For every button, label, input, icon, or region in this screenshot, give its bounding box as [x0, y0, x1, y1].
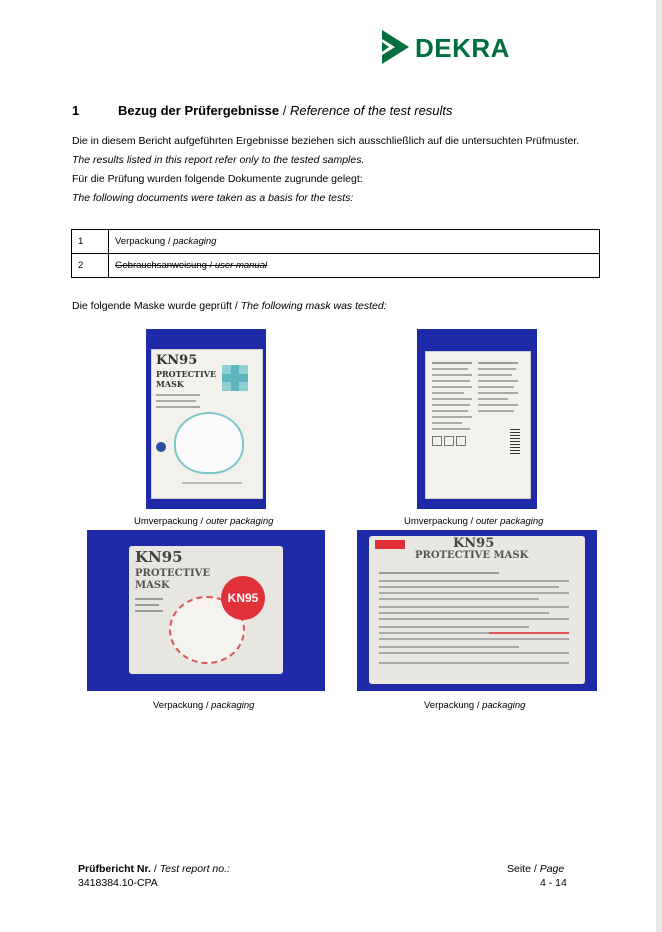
- table-row: [72, 254, 600, 278]
- logo-text: DEKRA: [415, 33, 510, 63]
- doc-title-en: user manual: [214, 260, 268, 271]
- print-protective-mask: PROTECTIVE MASK: [415, 550, 529, 561]
- doc-title-de: Gebrauchsanweisung: [115, 260, 207, 271]
- badge-icon: [156, 442, 166, 452]
- photo-caption: Verpackung / packaging: [424, 700, 526, 711]
- print-protective: PROTECTIVE: [156, 369, 217, 379]
- print-kn95: KN95: [135, 548, 183, 566]
- mask-intro-de: Die folgende Maske wurde geprüft: [72, 300, 232, 312]
- print-mask: MASK: [156, 379, 184, 389]
- footer-report-number: 3418384.10-CPA: [78, 877, 158, 889]
- symbol-icon: [444, 436, 454, 446]
- mask-intro-en: The following mask was tested:: [240, 300, 387, 312]
- mask-illustration: [174, 412, 244, 474]
- page-label-en: Page: [539, 863, 565, 875]
- caption-en: packaging: [482, 700, 526, 711]
- caption-en: outer packaging: [205, 516, 274, 527]
- intro-line-3: Für die Prüfung wurden folgende Dokumente zugrunde gelegt:: [72, 173, 363, 185]
- section-title: [118, 103, 453, 118]
- intro-line-1: Die in diesem Bericht aufgeführten Ergebnisse beziehen sich ausschließlich auf die untersuchten Prüfmuster.: [72, 135, 580, 147]
- footer-page-number: 4 - 14: [540, 877, 567, 889]
- page-label-de: Seite: [507, 863, 531, 875]
- doc-title: Gebrauchsanweisung / user manual: [109, 254, 600, 278]
- print-protective: PROTECTIVE: [135, 568, 211, 579]
- doc-number: 2: [72, 254, 109, 278]
- report-label-en: Test report no.:: [159, 863, 230, 875]
- doc-title-en: packaging: [173, 236, 217, 247]
- table-row: [72, 230, 600, 254]
- intro-line-4: The following documents were taken as a basis for the tests:: [72, 192, 354, 204]
- footer-report-label: Prüfbericht Nr. / Test report no.:: [78, 863, 230, 875]
- section-title-de: Bezug der Prüfergebnisse: [118, 103, 280, 118]
- report-label-de: Prüfbericht Nr.: [78, 863, 151, 875]
- documents-table: [71, 229, 600, 278]
- footer-page-label: Seite / Page: [507, 863, 565, 875]
- photo-caption: Verpackung / packaging: [153, 700, 255, 711]
- symbol-icon: [456, 436, 466, 446]
- caption-en: packaging: [211, 700, 255, 711]
- photo-packaging-bag-1: [87, 530, 325, 691]
- caption-de: Verpackung: [153, 700, 204, 711]
- section-title-sep: /: [279, 103, 290, 118]
- photo-outer-packaging-back: [417, 329, 537, 509]
- caption-de: Verpackung: [424, 700, 475, 711]
- caption-en: outer packaging: [475, 516, 544, 527]
- dekra-logo-icon: [380, 30, 410, 64]
- red-label: [375, 540, 405, 549]
- photo-caption: Umverpackung / outer packaging: [404, 516, 544, 527]
- doc-title-de: Verpackung: [115, 236, 166, 247]
- caption-de: Umverpackung: [404, 516, 468, 527]
- cross-icon: [222, 365, 248, 391]
- intro-line-2: The results listed in this report refer only to the tested samples.: [72, 154, 365, 166]
- kn95-badge: KN95: [221, 576, 265, 620]
- dekra-logo: [380, 28, 510, 68]
- photo-packaging-bag-2: [357, 530, 597, 691]
- print-kn95: KN95: [453, 536, 495, 551]
- photo-caption: Umverpackung / outer packaging: [134, 516, 274, 527]
- section-title-en: Reference of the test results: [289, 103, 453, 118]
- print-kn95: KN95: [156, 353, 198, 368]
- print-mask: MASK: [135, 580, 170, 591]
- symbol-icon: [432, 436, 442, 446]
- photo-outer-packaging-front: [146, 329, 266, 509]
- doc-title: Verpackung / packaging: [109, 230, 600, 254]
- doc-number: 1: [72, 230, 109, 254]
- section-number: 1: [72, 103, 80, 118]
- page-edge: [656, 0, 662, 932]
- mask-intro: Die folgende Maske wurde geprüft / The following mask was tested:: [72, 300, 387, 312]
- caption-de: Umverpackung: [134, 516, 198, 527]
- barcode-icon: [510, 428, 520, 454]
